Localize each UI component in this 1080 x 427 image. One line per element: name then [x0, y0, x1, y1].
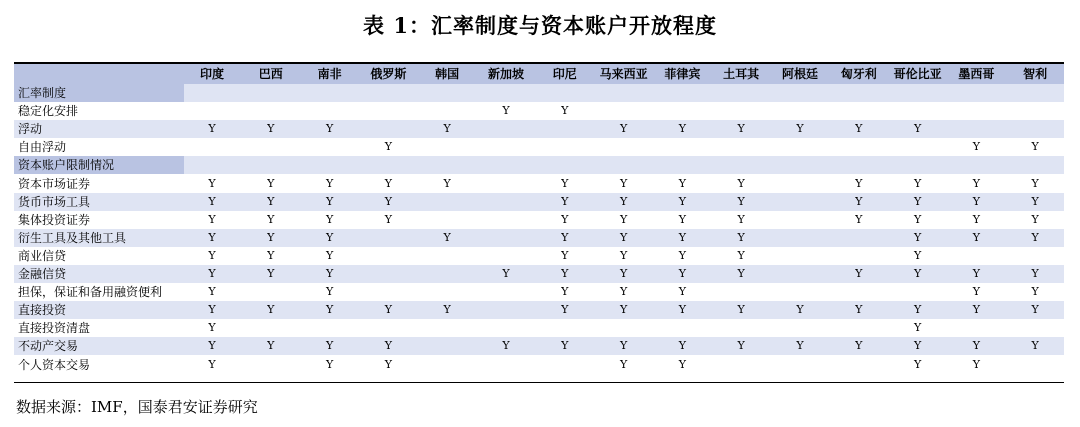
mark-cell: Y	[972, 212, 981, 226]
mark-cell: Y	[913, 303, 922, 317]
mark-cell: Y	[619, 176, 628, 190]
mark-cell: Y	[267, 230, 275, 244]
mark-cell: Y	[325, 339, 334, 353]
column-header: 南非	[317, 67, 342, 81]
mark-cell: Y	[208, 339, 216, 353]
mark-cell: Y	[678, 176, 687, 190]
column-header: 新加坡	[487, 67, 524, 81]
table-row	[14, 356, 1064, 374]
mark-cell: Y	[796, 122, 804, 136]
mark-cell: Y	[913, 176, 922, 190]
row-label: 浮动	[18, 122, 43, 137]
mark-cell: Y	[384, 339, 393, 353]
mark-cell: Y	[619, 267, 628, 280]
column-header: 印尼	[552, 67, 577, 81]
mark-cell: Y	[208, 122, 216, 136]
mark-cell: Y	[619, 339, 628, 353]
mark-cell: Y	[796, 339, 804, 353]
mark-cell: Y	[796, 303, 804, 317]
mark-cell: Y	[972, 176, 981, 190]
mark-cell: Y	[384, 176, 393, 190]
mark-cell: Y	[972, 140, 981, 154]
mark-cell: Y	[208, 267, 216, 280]
mark-cell: Y	[384, 140, 393, 154]
mark-cell: Y	[267, 267, 275, 280]
mark-cell: Y	[737, 339, 745, 353]
row-label: 商业信贷	[18, 248, 67, 263]
mark-cell: Y	[325, 357, 334, 371]
column-header: 匈牙利	[840, 67, 877, 81]
mark-cell: Y	[502, 339, 510, 353]
row-label: 稳定化安排	[18, 104, 79, 119]
mark-cell: Y	[855, 176, 863, 190]
mark-cell: Y	[1031, 212, 1039, 226]
mark-cell: Y	[208, 285, 216, 299]
mark-cell: Y	[325, 212, 334, 226]
table-row	[14, 138, 1064, 156]
table-row	[14, 319, 1064, 337]
column-header: 哥伦比亚	[893, 67, 942, 81]
mark-cell: Y	[913, 321, 922, 335]
column-header: 马来西亚	[599, 67, 648, 81]
mark-cell: Y	[678, 339, 687, 353]
mark-cell: Y	[561, 230, 569, 244]
mark-cell: Y	[1031, 230, 1039, 244]
mark-cell: Y	[972, 357, 981, 371]
mark-cell: Y	[267, 212, 275, 226]
column-header: 阿根廷	[781, 67, 818, 81]
mark-cell: Y	[1031, 194, 1039, 208]
mark-cell: Y	[502, 267, 510, 280]
mark-cell: Y	[678, 248, 687, 262]
mark-cell: Y	[678, 285, 687, 299]
bottom-rule	[14, 382, 1064, 383]
mark-cell: Y	[267, 248, 275, 262]
row-label: 金融信贷	[18, 267, 67, 281]
column-header: 俄罗斯	[370, 67, 407, 81]
table-row	[14, 102, 1064, 120]
table-row	[14, 211, 1064, 229]
mark-cell: Y	[267, 176, 275, 190]
mark-cell: Y	[561, 339, 569, 353]
mark-cell: Y	[913, 339, 922, 353]
mark-cell: Y	[619, 303, 628, 317]
mark-cell: Y	[384, 303, 393, 317]
mark-cell: Y	[855, 339, 863, 353]
column-header: 巴西	[258, 67, 283, 81]
row-label: 直接投资	[18, 303, 67, 318]
mark-cell: Y	[561, 285, 569, 299]
mark-cell: Y	[619, 212, 628, 226]
mark-cell: Y	[325, 303, 334, 317]
mark-cell: Y	[913, 248, 922, 262]
mark-cell: Y	[972, 303, 981, 317]
mark-cell: Y	[678, 267, 687, 280]
table-row	[14, 229, 1064, 247]
row-label: 不动产交易	[18, 339, 79, 354]
mark-cell: Y	[208, 176, 216, 190]
mark-cell: Y	[619, 194, 628, 208]
mark-cell: Y	[208, 212, 216, 226]
table-row	[14, 193, 1064, 211]
mark-cell: Y	[855, 212, 863, 226]
mark-cell: Y	[208, 321, 216, 335]
mark-cell: Y	[267, 194, 275, 208]
mark-cell: Y	[619, 248, 628, 262]
mark-cell: Y	[972, 285, 981, 299]
mark-cell: Y	[678, 303, 687, 317]
mark-cell: Y	[972, 267, 981, 280]
mark-cell: Y	[561, 303, 569, 317]
mark-cell: Y	[1031, 267, 1039, 280]
mark-cell: Y	[208, 357, 216, 371]
mark-cell: Y	[384, 357, 393, 371]
mark-cell: Y	[855, 194, 863, 208]
mark-cell: Y	[1031, 285, 1039, 299]
mark-cell: Y	[325, 176, 334, 190]
column-header: 印度	[199, 67, 224, 81]
table-row	[14, 337, 1064, 355]
mark-cell: Y	[443, 303, 451, 317]
mark-cell: Y	[1031, 339, 1039, 353]
mark-cell: Y	[678, 357, 687, 371]
mark-cell: Y	[913, 230, 922, 244]
column-header: 菲律宾	[664, 67, 701, 81]
mark-cell: Y	[267, 339, 275, 353]
mark-cell: Y	[561, 212, 569, 226]
mark-cell: Y	[737, 122, 745, 136]
column-header: 智利	[1023, 67, 1048, 81]
section-label: 资本账户限制情况	[18, 158, 115, 173]
table-row	[14, 175, 1064, 193]
mark-cell: Y	[913, 212, 922, 226]
column-header: 土耳其	[723, 67, 760, 81]
row-label: 直接投资清盘	[18, 321, 91, 336]
row-label: 集体投资证券	[18, 212, 91, 227]
mark-cell: Y	[561, 194, 569, 208]
mark-cell: Y	[384, 194, 393, 208]
row-label: 货币市场工具	[18, 194, 91, 209]
mark-cell: Y	[1031, 303, 1039, 317]
table-row	[14, 265, 1064, 283]
section-row	[14, 156, 1064, 174]
mark-cell: Y	[325, 248, 334, 262]
mark-cell: Y	[737, 212, 745, 226]
mark-cell: Y	[208, 194, 216, 208]
mark-cell: Y	[619, 230, 628, 244]
table-row	[14, 247, 1064, 265]
mark-cell: Y	[737, 303, 745, 317]
mark-cell: Y	[972, 339, 981, 353]
mark-cell: Y	[502, 104, 510, 118]
section-label: 汇率制度	[18, 86, 67, 100]
table-row	[14, 283, 1064, 301]
mark-cell: Y	[737, 194, 745, 208]
section-row	[14, 84, 1064, 102]
mark-cell: Y	[443, 176, 451, 190]
mark-cell: Y	[972, 230, 981, 244]
mark-cell: Y	[855, 267, 863, 280]
table-row	[14, 301, 1064, 319]
mark-cell: Y	[619, 285, 628, 299]
row-label: 担保，保证和备用融资便利	[18, 285, 163, 300]
mark-cell: Y	[325, 285, 334, 299]
mark-cell: Y	[737, 267, 745, 280]
mark-cell: Y	[678, 212, 687, 226]
mark-cell: Y	[913, 357, 922, 371]
mark-cell: Y	[561, 267, 569, 280]
column-header: 韩国	[435, 67, 460, 81]
mark-cell: Y	[678, 194, 687, 208]
mark-cell: Y	[561, 176, 569, 190]
mark-cell: Y	[855, 303, 863, 317]
mark-cell: Y	[855, 122, 863, 136]
row-label: 个人资本交易	[18, 357, 91, 372]
mark-cell: Y	[443, 122, 451, 136]
mark-cell: Y	[1031, 176, 1039, 190]
source-note: 数据来源：IMF，国泰君安证券研究	[16, 398, 258, 416]
table-title: 表 1：汇率制度与资本账户开放程度	[363, 13, 717, 38]
mark-cell: Y	[561, 248, 569, 262]
mark-cell: Y	[561, 104, 569, 118]
row-label: 自由浮动	[18, 140, 67, 155]
row-label: 衍生工具及其他工具	[18, 230, 127, 245]
mark-cell: Y	[443, 230, 451, 244]
mark-cell: Y	[384, 212, 393, 226]
column-header: 墨西哥	[958, 67, 995, 81]
mark-cell: Y	[1031, 140, 1039, 154]
mark-cell: Y	[325, 194, 334, 208]
mark-cell: Y	[678, 230, 687, 244]
mark-cell: Y	[208, 303, 216, 317]
table-row	[14, 120, 1064, 138]
mark-cell: Y	[913, 267, 922, 280]
mark-cell: Y	[267, 303, 275, 317]
mark-cell: Y	[619, 357, 628, 371]
mark-cell: Y	[678, 122, 687, 136]
mark-cell: Y	[325, 122, 334, 136]
mark-cell: Y	[208, 248, 216, 262]
mark-cell: Y	[208, 230, 216, 244]
mark-cell: Y	[737, 230, 745, 244]
mark-cell: Y	[737, 248, 745, 262]
mark-cell: Y	[737, 176, 745, 190]
row-label: 资本市场证券	[18, 176, 91, 191]
mark-cell: Y	[325, 267, 334, 280]
mark-cell: Y	[913, 122, 922, 136]
mark-cell: Y	[972, 194, 981, 208]
mark-cell: Y	[325, 230, 334, 244]
mark-cell: Y	[619, 122, 628, 136]
mark-cell: Y	[913, 194, 922, 208]
mark-cell: Y	[267, 122, 275, 136]
